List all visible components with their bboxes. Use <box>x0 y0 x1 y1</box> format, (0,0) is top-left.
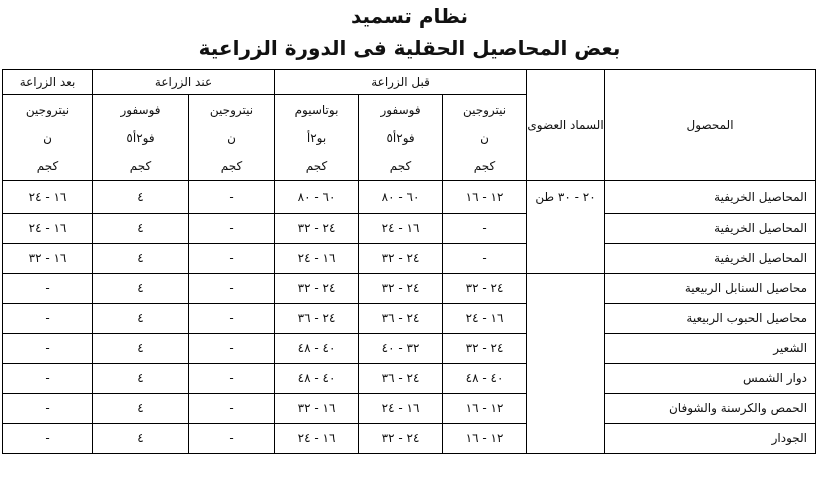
header-before-potassium <box>275 95 359 181</box>
document-subtitle: بعض المحاصيل الحقلية فى الدورة الزراعية <box>198 36 621 60</box>
cell-at-p: ٤ <box>93 364 189 394</box>
cell-before-n: ١٢ - ١٦ <box>443 181 527 214</box>
cell-before-k: ٢٤ - ٣٢ <box>275 274 359 304</box>
header-col-symbol: ن <box>480 130 489 145</box>
cell-crop: الحمص والكرسنة والشوفان <box>605 394 816 424</box>
cell-crop: محاصيل السنابل الربيعية <box>605 274 816 304</box>
header-after-nitrogen <box>3 95 93 181</box>
cell-before-p: ٦٠ - ٨٠ <box>359 181 443 214</box>
header-col-symbol: فو٢أ٥ <box>386 130 415 145</box>
header-col-symbol: ن <box>43 130 52 145</box>
cell-organic <box>527 181 605 274</box>
cell-after-n: ١٦ - ٢٤ <box>3 214 93 244</box>
header-col-unit: كجم <box>473 158 496 173</box>
cell-before-k: ١٦ - ٢٤ <box>275 244 359 274</box>
cell-at-p: ٤ <box>93 181 189 214</box>
document-title: نظام تسميد <box>350 4 469 28</box>
fertilization-table <box>2 69 816 454</box>
header-after-planting: بعد الزراعة <box>3 70 93 95</box>
cell-before-k: ٤٠ - ٤٨ <box>275 334 359 364</box>
cell-before-p: ٢٤ - ٣٢ <box>359 274 443 304</box>
cell-at-n: - <box>189 364 275 394</box>
cell-before-p: ٢٤ - ٣٦ <box>359 364 443 394</box>
cell-at-p: ٤ <box>93 244 189 274</box>
cell-before-k: ١٦ - ٣٢ <box>275 394 359 424</box>
header-col-symbol: بو٢أ <box>306 130 327 145</box>
table-row <box>3 334 816 364</box>
cell-at-p: ٤ <box>93 214 189 244</box>
header-crop: المحصول <box>605 70 816 181</box>
cell-after-n: - <box>3 424 93 454</box>
cell-before-k: ٢٤ - ٣٦ <box>275 304 359 334</box>
header-before-planting: قبل الزراعة <box>275 70 527 95</box>
cell-after-n: - <box>3 394 93 424</box>
header-col-unit: كجم <box>36 158 59 173</box>
cell-before-n: ٢٤ - ٣٢ <box>443 274 527 304</box>
cell-before-n: - <box>443 214 527 244</box>
header-col-unit: كجم <box>389 158 412 173</box>
cell-before-p: ١٦ - ٢٤ <box>359 214 443 244</box>
cell-before-n: ١٢ - ١٦ <box>443 394 527 424</box>
table-row <box>3 394 816 424</box>
cell-before-k: ٢٤ - ٣٢ <box>275 214 359 244</box>
cell-after-n: ١٦ - ٢٤ <box>3 181 93 214</box>
cell-after-n: - <box>3 334 93 364</box>
cell-before-n: ٢٤ - ٣٢ <box>443 334 527 364</box>
header-col-symbol: فو٢أ٥ <box>126 130 155 145</box>
cell-before-n: ١٢ - ١٦ <box>443 424 527 454</box>
cell-after-n: - <box>3 304 93 334</box>
header-at-nitrogen <box>189 95 275 181</box>
cell-at-n: - <box>189 334 275 364</box>
table-row <box>3 244 816 274</box>
cell-at-p: ٤ <box>93 334 189 364</box>
header-col-unit: كجم <box>220 158 243 173</box>
cell-crop: الشعير <box>605 334 816 364</box>
table-row <box>3 274 816 304</box>
cell-at-n: - <box>189 394 275 424</box>
cell-organic-empty <box>527 274 605 454</box>
cell-at-n: - <box>189 214 275 244</box>
cell-at-p: ٤ <box>93 304 189 334</box>
header-col-name: بوتاسيوم <box>294 102 339 117</box>
cell-before-p: ٣٢ - ٤٠ <box>359 334 443 364</box>
cell-before-p: ٢٤ - ٣٦ <box>359 304 443 334</box>
cell-before-p: ١٦ - ٢٤ <box>359 394 443 424</box>
cell-at-n: - <box>189 244 275 274</box>
header-col-name: نيتروجين <box>462 102 507 117</box>
cell-crop: محاصيل الحبوب الربيعية <box>605 304 816 334</box>
table-row <box>3 364 816 394</box>
table-row <box>3 181 816 214</box>
cell-after-n: - <box>3 364 93 394</box>
cell-before-k: ٤٠ - ٤٨ <box>275 364 359 394</box>
cell-after-n: - <box>3 274 93 304</box>
header-before-nitrogen <box>443 95 527 181</box>
cell-crop: المحاصيل الخريفية <box>605 181 816 214</box>
cell-before-n: - <box>443 244 527 274</box>
header-at-phosphorus <box>93 95 189 181</box>
cell-at-n: - <box>189 424 275 454</box>
cell-at-n: - <box>189 274 275 304</box>
cell-before-k: ٦٠ - ٨٠ <box>275 181 359 214</box>
cell-before-n: ٤٠ - ٤٨ <box>443 364 527 394</box>
header-col-name: نيتروجين <box>209 102 254 117</box>
cell-before-p: ٢٤ - ٣٢ <box>359 424 443 454</box>
header-organic-line2: العضوى <box>527 117 567 132</box>
header-col-symbol: ن <box>227 130 236 145</box>
header-organic <box>527 70 605 181</box>
header-at-planting: عند الزراعة <box>93 70 275 95</box>
cell-crop: دوار الشمس <box>605 364 816 394</box>
cell-crop: الجودار <box>605 424 816 454</box>
table-row <box>3 214 816 244</box>
cell-at-n: - <box>189 304 275 334</box>
header-col-name: فوسفور <box>380 102 421 117</box>
header-col-name: نيتروجين <box>25 102 70 117</box>
table-row <box>3 304 816 334</box>
cell-at-p: ٤ <box>93 424 189 454</box>
cell-at-p: ٤ <box>93 274 189 304</box>
cell-at-p: ٤ <box>93 394 189 424</box>
cell-before-p: ٢٤ - ٣٢ <box>359 244 443 274</box>
cell-after-n: ١٦ - ٣٢ <box>3 244 93 274</box>
table-row <box>3 424 816 454</box>
cell-at-n: - <box>189 181 275 214</box>
header-col-unit: كجم <box>129 158 152 173</box>
header-col-unit: كجم <box>305 158 328 173</box>
organic-amount: ٢٠ - ٣٠ <box>557 190 596 204</box>
header-before-phosphorus <box>359 95 443 181</box>
cell-crop: المحاصيل الخريفية <box>605 214 816 244</box>
cell-crop: المحاصيل الخريفية <box>605 244 816 274</box>
cell-before-n: ١٦ - ٢٤ <box>443 304 527 334</box>
organic-unit: طن <box>535 190 555 204</box>
cell-before-k: ١٦ - ٢٤ <box>275 424 359 454</box>
header-organic-line1: السماد <box>570 117 604 132</box>
header-col-name: فوسفور <box>120 102 161 117</box>
